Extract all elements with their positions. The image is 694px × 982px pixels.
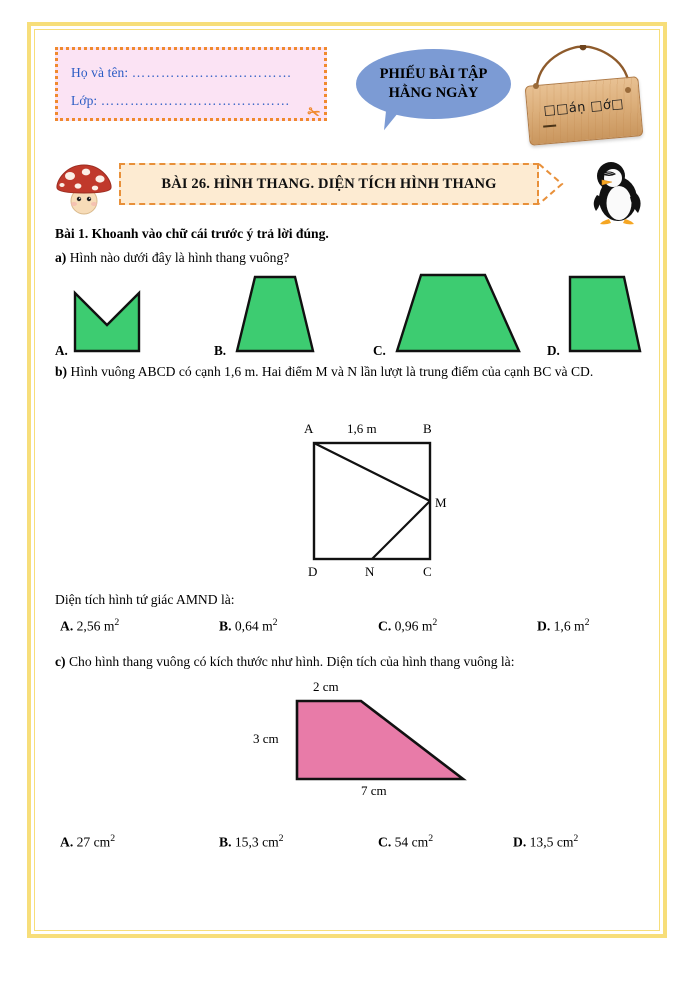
corner-flourish-icon: ✂ (305, 103, 322, 124)
bubble-line-2: HẰNG NGÀY (388, 85, 479, 101)
option-b-c-sup: 2 (432, 617, 438, 628)
part-c-marker: c) (55, 654, 66, 669)
part-a-shape-row (36, 269, 658, 361)
square-label-b: B (423, 421, 432, 436)
worksheet-sheet (36, 31, 658, 929)
square-label-c: C (423, 564, 432, 579)
square-label-n: N (365, 564, 375, 579)
option-c-c-sup: 2 (428, 833, 434, 844)
option-b-a-key: A. (60, 618, 74, 634)
option-b-b-value: 0,64 m (234, 618, 273, 634)
option-b-a-sup: 2 (114, 617, 120, 628)
option-b-b[interactable] (219, 617, 278, 635)
option-c-b-key: B. (219, 834, 232, 850)
speech-bubble-tail-icon (384, 110, 399, 131)
part-a-text: Hình nào dưới đây là hình thang vuông? (69, 250, 290, 265)
square-side-length-label: 1,6 m (347, 421, 377, 436)
shape-option-b-figure[interactable] (233, 273, 317, 353)
option-b-a-value: 2,56 m (76, 618, 115, 634)
class-field-label: Lớp: (71, 93, 98, 108)
option-b-d-key: D. (537, 618, 551, 634)
part-b-question-text: Diện tích hình tứ giác AMND là: (55, 592, 235, 607)
trapezoid-left-label: 3 cm (253, 731, 279, 746)
shape-label-a: A. (55, 343, 68, 358)
option-b-c-value: 0,96 m (394, 618, 433, 634)
option-c-b[interactable] (219, 833, 284, 851)
trapezoid-figure (241, 679, 501, 809)
square-label-m: M (435, 495, 447, 510)
sign-text: □□áṇ □ớ□ (542, 96, 625, 119)
class-field-blank: ………………………………… (100, 93, 291, 108)
option-c-d-sup: 2 (573, 833, 579, 844)
option-b-b-key: B. (219, 618, 232, 634)
lesson-title-row (36, 159, 658, 221)
option-b-a[interactable] (60, 617, 119, 635)
option-c-d-value: 13,5 cm (529, 834, 574, 850)
option-c-a-value: 27 cm (76, 834, 111, 850)
option-c-c-key: C. (378, 834, 392, 850)
option-b-c[interactable] (378, 617, 437, 635)
name-field-label: Họ và tên: (71, 65, 129, 80)
option-b-c-key: C. (378, 618, 392, 634)
part-c-text: Cho hình thang vuông có kích thước như hình. Diện tích của hình thang vuông là: (68, 654, 515, 669)
square-label-d: D (308, 564, 318, 579)
option-c-d-key: D. (513, 834, 527, 850)
option-b-d[interactable] (537, 617, 589, 635)
lesson-banner (119, 163, 539, 205)
option-c-a[interactable] (60, 833, 115, 851)
penguin-icon (589, 159, 649, 225)
option-c-d[interactable] (513, 833, 578, 851)
option-c-a-key: A. (60, 834, 74, 850)
option-c-a-sup: 2 (110, 833, 116, 844)
speech-bubble (356, 49, 511, 119)
part-a-marker: a) (55, 250, 67, 265)
sign-knob-right-icon (625, 87, 631, 93)
trapezoid-bottom-label: 7 cm (361, 783, 387, 798)
option-b-d-sup: 2 (584, 617, 590, 628)
part-b-marker: b) (55, 364, 68, 379)
mushroom-icon (54, 159, 114, 215)
square-label-a: A (304, 421, 314, 436)
exercise-heading: Bài 1. Khoanh vào chữ cái trước ý trả lời đúng. (55, 226, 329, 241)
part-a-prompt (55, 247, 289, 268)
class-field-row[interactable] (71, 93, 291, 109)
shape-label-b: B. (214, 343, 227, 358)
option-c-b-value: 15,3 cm (234, 834, 279, 850)
part-c-prompt (55, 651, 655, 672)
sign-knob-left-icon (533, 83, 539, 89)
part-b-prompt (55, 361, 645, 382)
option-c-b-sup: 2 (278, 833, 284, 844)
shape-option-c-figure[interactable] (393, 271, 523, 353)
part-b-text: Hình vuông ABCD có cạnh 1,6 m. Hai điểm M và N lần lượt là trung điểm của cạnh BC và CD. (70, 364, 594, 379)
option-c-c-value: 54 cm (394, 834, 429, 850)
trapezoid-top-label: 2 cm (313, 679, 339, 694)
shape-option-a-figure[interactable] (71, 281, 143, 353)
option-c-c[interactable] (378, 833, 433, 851)
option-b-d-value: 1,6 m (553, 618, 585, 634)
name-field-blank: …………………………… (131, 65, 293, 80)
sign-underline (543, 124, 556, 127)
option-b-b-sup: 2 (272, 617, 278, 628)
lesson-title-text: BÀI 26. HÌNH THANG. DIỆN TÍCH HÌNH THANG (161, 175, 497, 192)
square-abcd-figure (284, 417, 474, 587)
bubble-line-1: PHIẾU BÀI TẬP (379, 66, 488, 83)
banner-arrow-icon (538, 163, 564, 205)
wooden-sign (519, 43, 649, 153)
student-info-box (55, 47, 327, 124)
shape-option-d-figure[interactable] (566, 273, 644, 353)
shape-label-c: C. (373, 343, 386, 358)
shape-label-d: D. (547, 343, 560, 358)
name-field-row[interactable] (71, 65, 292, 81)
